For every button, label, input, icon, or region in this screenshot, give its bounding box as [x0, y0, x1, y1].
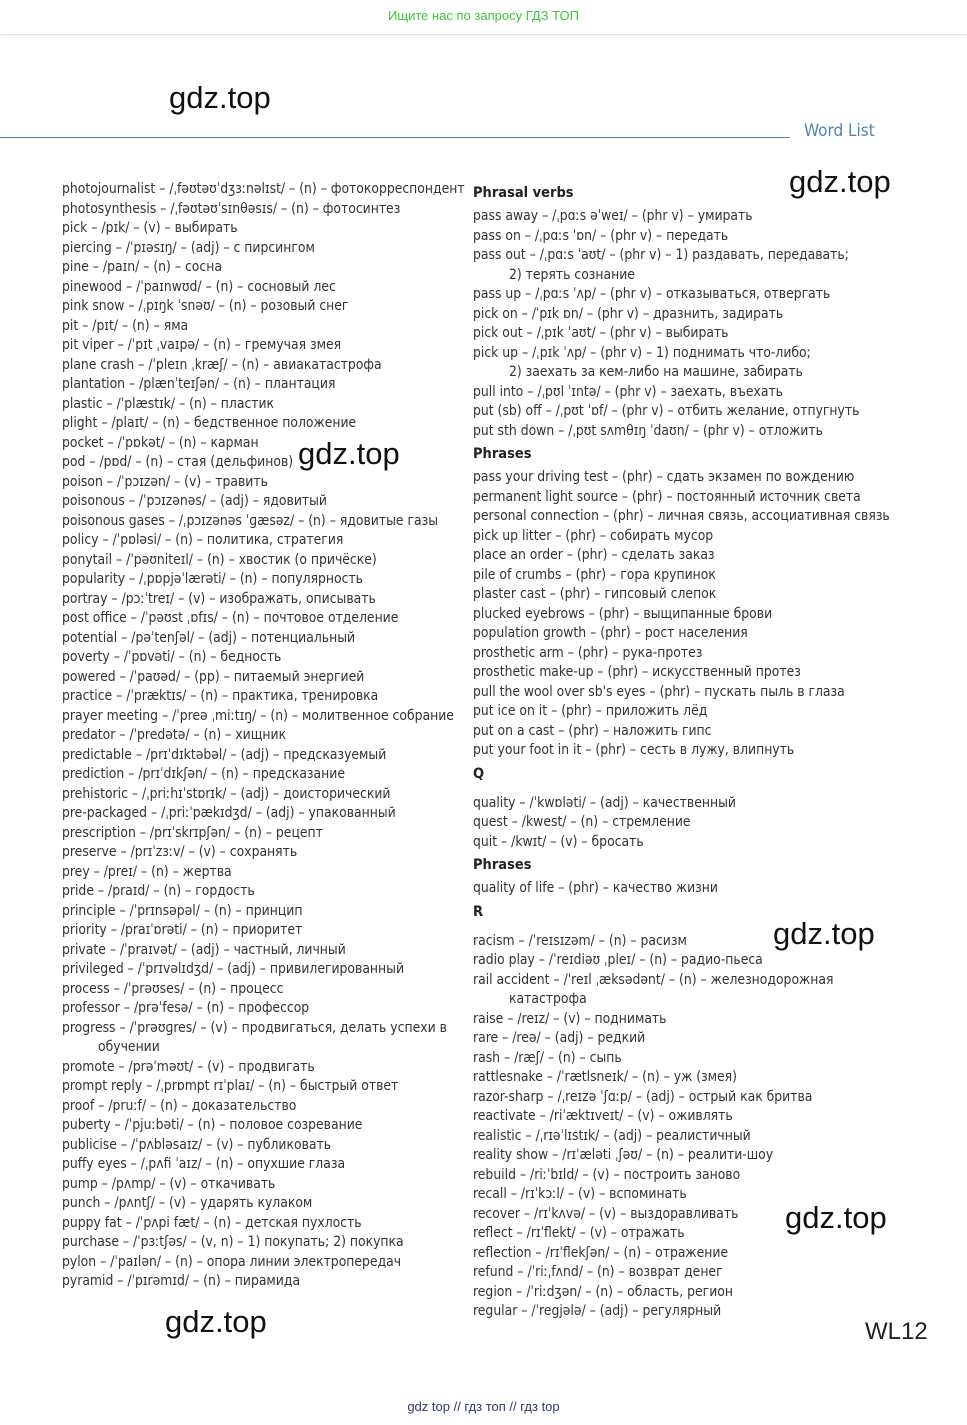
entry: pink snow – /ˌpɪŋk ˈsnəʊ/ – (n) – розовый снег	[62, 298, 349, 314]
left-column	[62, 180, 465, 1292]
entry: put sth down – /ˌpʊt sʌmθɪŋ ˈdaʊn/ – (phr v) – отложить	[473, 422, 823, 439]
entry: put your foot in it – (phr) – сесть в лужу, влипнуть	[473, 742, 795, 758]
entry: principle – /ˈprɪnsəpəl/ – (n) – принцип	[62, 902, 303, 919]
entry: popularity – /ˌpɒpjəˈlærəti/ – (n) – популярность	[62, 571, 363, 587]
entry: pull the wool over sb's eyes – (phr) – пускать пыль в глаза	[473, 683, 845, 700]
entry: prosthetic arm – (phr) – рука-протез	[473, 644, 703, 661]
entry: rattlesnake – /ˈrætlsneɪk/ – (n) – уж (змея)	[473, 1069, 737, 1085]
entry: rash – /ræʃ/ – (n) – сыпь	[473, 1049, 622, 1066]
entry-continuation: 2) заехать за кем-либо на машине, забирать	[509, 364, 803, 380]
entry: quality of life – (phr) – качество жизни	[473, 880, 718, 896]
entry: place an order – (phr) – сделать заказ	[473, 547, 715, 563]
entry: priority – /praɪˈɒrəti/ – (n) – приоритет	[62, 922, 303, 938]
entry-continuation: 2) терять сознание	[509, 266, 635, 283]
entry: recall – /rɪˈkɔːl/ – (v) – вспоминать	[473, 1186, 687, 1202]
entry: punch – /pʌntʃ/ – (v) – ударять кулаком	[62, 1195, 313, 1211]
entry: pine – /paɪn/ – (n) – сосна	[62, 259, 222, 275]
entry: purchase – /ˈpɜːtʃəs/ – (v, n) – 1) покупать; 2) покупка	[62, 1234, 404, 1250]
entry: poverty – /ˈpɒvəti/ – (n) – бедность	[62, 649, 282, 665]
entry: professor – /prəˈfesə/ – (n) – профессор	[62, 1000, 310, 1016]
entry: pile of crumbs – (phr) – гора крупинок	[473, 566, 716, 583]
entry: realistic – /ˌrɪəˈlɪstɪk/ – (adj) – реалистичный	[473, 1127, 751, 1144]
watermark-top-left: gdz.top	[169, 80, 271, 115]
header-rule	[0, 137, 790, 138]
entry: pod – /pɒd/ – (n) – стая (дельфинов)	[62, 454, 294, 470]
watermark-bottom-right: gdz.top	[785, 1200, 887, 1235]
watermark-bottom-left: gdz.top	[165, 1304, 267, 1339]
entry: plantation – /plænˈteɪʃən/ – (n) – плантация	[62, 376, 336, 392]
entry: rare – /reə/ – (adj) – редкий	[473, 1030, 646, 1046]
entry: prediction – /prɪˈdɪkʃən/ – (n) – предсказание	[62, 766, 345, 782]
entry: quit – /kwɪt/ – (v) – бросать	[473, 833, 644, 850]
entry: quest – /kwest/ – (n) – стремление	[473, 814, 691, 830]
entry: pick out – /ˌpɪk ˈaʊt/ – (phr v) – выбирать	[473, 325, 729, 341]
entry: poisonous gases – /ˌpɔɪzənəs ˈɡæsəz/ – (n) – ядовитые газы	[62, 512, 439, 529]
entry: policy – /ˈpɒləsi/ – (n) – политика, стратегия	[62, 532, 344, 548]
heading-letter-q: Q	[473, 765, 485, 782]
page-number: WL12	[865, 1318, 928, 1345]
entry: pass out – /ˌpɑːs ˈaʊt/ – (phr v) – 1) раздавать, передавать;	[473, 247, 849, 263]
entry: put (sb) off – /ˌpʊt ˈɒf/ – (phr v) – отбить желание, отпугнуть	[473, 403, 860, 419]
entry: post office – /ˈpəʊst ˌɒfɪs/ – (n) – почтовое отделение	[62, 610, 399, 626]
entry: pinewood – /ˈpaɪnwʊd/ – (n) – сосновый лес	[62, 278, 336, 295]
heading-phrases: Phrases	[473, 446, 532, 462]
entry: refund – /ˈriːˌfʌnd/ – (n) – возврат денег	[473, 1264, 723, 1280]
top-banner: Ищите нас по запросу ГДЗ ТОП	[0, 0, 967, 35]
section-title: Word List	[804, 121, 875, 141]
entry: radio play – /ˈreɪdiəʊ ˌpleɪ/ – (n) – радио-пьеса	[473, 952, 763, 968]
watermark-middle-right: gdz.top	[773, 916, 875, 951]
entry: pick up – /ˌpɪk ˈʌp/ – (phr v) – 1) поднимать что-либо;	[473, 344, 811, 361]
entry: reality show – /rɪˈæləti ˌʃəʊ/ – (n) – реалити-шоу	[473, 1147, 774, 1163]
right-column	[473, 180, 893, 1322]
entry: rebuild – /riːˈbɪld/ – (v) – построить заново	[473, 1166, 741, 1183]
entry: pull into – /ˌpʊl ˈɪntə/ – (phr v) – заехать, въехать	[473, 383, 783, 400]
entry: razor-sharp – /ˌreɪzə ˈʃɑːp/ – (adj) – острый как бритва	[473, 1088, 813, 1105]
heading-q-phrases: Phrases	[473, 857, 532, 873]
entry: rail accident – /ˈreɪl ˌæksədənt/ – (n) – железнодорожная	[473, 971, 834, 988]
entry: pit – /pɪt/ – (n) – яма	[62, 317, 189, 334]
entry: puberty – /ˈpjuːbəti/ – (n) – половое созревание	[62, 1117, 363, 1133]
entry: poison – /ˈpɔɪzən/ – (v) – травить	[62, 473, 268, 490]
entry: pit viper – /ˈpɪt ˌvaɪpə/ – (n) – гремучая змея	[62, 337, 342, 353]
entry: reflection – /rɪˈflekʃən/ – (n) – отражение	[473, 1244, 729, 1261]
entry: racism – /ˈreɪsɪzəm/ – (n) – расизм	[473, 932, 687, 949]
entry: pump – /pʌmp/ – (v) – откачивать	[62, 1175, 276, 1192]
entry: permanent light source – (phr) – постоянный источник света	[473, 488, 861, 505]
entry: pass your driving test – (phr) – сдать экзамен по вождению	[473, 469, 855, 485]
entry: practice – /ˈpræktɪs/ – (n) – практика, тренировка	[62, 688, 379, 704]
entry: pride – /praɪd/ – (n) – гордость	[62, 883, 255, 899]
entry: pass up – /ˌpɑːs ˈʌp/ – (phr v) – отказываться, отвергать	[473, 286, 831, 302]
entry: predictable – /prɪˈdɪktəbəl/ – (adj) – предсказуемый	[62, 746, 387, 763]
entry: plane crash – /ˈpleɪn ˌkræʃ/ – (n) – авиакатастрофа	[62, 356, 382, 373]
entry: privileged – /ˈprɪvəlɪdʒd/ – (adj) – привилегированный	[62, 961, 405, 977]
entry: publicise – /ˈpʌbləsaɪz/ – (v) – публиковать	[62, 1136, 332, 1153]
entry: region – /ˈriːdʒən/ – (n) – область, регион	[473, 1283, 733, 1300]
entry: prompt reply – /ˌprɒmpt rɪˈplaɪ/ – (n) – быстрый ответ	[62, 1078, 399, 1094]
entry: pocket – /ˈpɒkət/ – (n) – карман	[62, 434, 259, 451]
entry: piercing – /ˈpɪəsɪŋ/ – (adj) – с пирсингом	[62, 239, 315, 256]
entry: quality – /ˈkwɒləti/ – (adj) – качественный	[473, 794, 736, 811]
entry: pre-packaged – /ˌpriːˈpækɪdʒd/ – (adj) – упакованный	[62, 805, 396, 821]
entry: puppy fat – /ˈpʌpi fæt/ – (n) – детская пухлость	[62, 1214, 362, 1231]
footer-links[interactable]: gdz top // гдз топ // гдз top	[407, 1399, 560, 1414]
entry: reflect – /rɪˈflekt/ – (v) – отражать	[473, 1225, 685, 1241]
heading-letter-r: R	[473, 903, 484, 920]
entry: recover – /rɪˈkʌvə/ – (v) – выздоравливать	[473, 1205, 739, 1222]
entry: plaster cast – (phr) – гипсовый слепок	[473, 586, 717, 602]
entry-continuation: обучении	[98, 1039, 160, 1055]
entry: prehistoric – /ˌpriːhɪˈstɒrɪk/ – (adj) – доисторический	[62, 785, 391, 802]
entry: pass on – /ˌpɑːs ˈɒn/ – (phr v) – передать	[473, 227, 729, 244]
entry: poisonous – /ˈpɔɪzənəs/ – (adj) – ядовитый	[62, 493, 327, 509]
entry: prescription – /prɪˈskrɪpʃən/ – (n) – рецепт	[62, 824, 323, 841]
entry: plight – /plaɪt/ – (n) – бедственное положение	[62, 415, 357, 431]
entry: portray – /pɔːˈtreɪ/ – (v) – изображать, описывать	[62, 590, 376, 607]
entry: powered – /ˈpaʊəd/ – (pp) – питаемый энергией	[62, 668, 365, 685]
entry: plastic – /ˈplæstɪk/ – (n) – пластик	[62, 395, 275, 412]
entry: ponytail – /ˈpəʊniteɪl/ – (n) – хвостик (о причёске)	[62, 551, 377, 568]
entry: plucked eyebrows – (phr) – выщипанные брови	[473, 605, 773, 622]
entry-continuation: катастрофа	[509, 991, 587, 1007]
entry: preserve – /prɪˈzɜːv/ – (v) – сохранять	[62, 844, 298, 860]
entry: progress – /ˈprəʊɡres/ – (v) – продвигаться, делать успехи в	[62, 1019, 447, 1036]
entry: predator – /ˈpredətə/ – (n) – хищник	[62, 727, 287, 743]
watermark-middle-left: gdz.top	[298, 436, 400, 471]
entry: prey – /preɪ/ – (n) – жертва	[62, 863, 232, 880]
entry: private – /ˈpraɪvət/ – (adj) – частный, личный	[62, 941, 346, 958]
heading-phrasal-verbs: Phrasal verbs	[473, 185, 574, 201]
entry: raise – /reɪz/ – (v) – поднимать	[473, 1010, 667, 1027]
entry: pick – /pɪk/ – (v) – выбирать	[62, 220, 238, 236]
entry: puffy eyes – /ˌpʌfi ˈaɪz/ – (n) – опухшие глаза	[62, 1156, 346, 1172]
entry: regular – /ˈregjələ/ – (adj) – регулярный	[473, 1303, 722, 1319]
entry: personal connection – (phr) – личная связь, ассоциативная связь	[473, 508, 890, 524]
entry: put ice on it – (phr) – приложить лёд	[473, 703, 708, 719]
watermark-top-right: gdz.top	[789, 164, 891, 199]
entry: reactivate – /riˈæktɪveɪt/ – (v) – оживлять	[473, 1108, 733, 1124]
entry: prayer meeting – /ˈpreə ˌmiːtɪŋ/ – (n) – молитвенное собрание	[62, 707, 454, 724]
entry: population growth – (phr) – рост населения	[473, 625, 748, 641]
entry: put on a cast – (phr) – наложить гипс	[473, 722, 712, 739]
entry: pyramid – /ˈpɪrəmɪd/ – (n) – пирамида	[62, 1273, 301, 1289]
entry: prosthetic make-up – (phr) – искусственный протез	[473, 664, 801, 680]
entry: pass away – /ˌpɑːs əˈweɪ/ – (phr v) – умирать	[473, 208, 753, 224]
entry: proof – /pruːf/ – (n) – доказательство	[62, 1097, 297, 1114]
entry: promote – /prəˈməʊt/ – (v) – продвигать	[62, 1058, 315, 1075]
entry: process – /ˈprəʊses/ – (n) – процесс	[62, 980, 284, 997]
entry: photojournalist – /ˌfəʊtəʊˈdʒɜːnəlɪst/ – (n) – фотокорреспондент	[62, 181, 465, 197]
entry: photosynthesis – /ˌfəʊtəʊˈsɪnθəsɪs/ – (n) – фотосинтез	[62, 200, 401, 217]
entry: pylon – /ˈpaɪlən/ – (n) – опора линии электропередач	[62, 1253, 402, 1270]
entry: potential – /pəˈtenʃəl/ – (adj) – потенциальный	[62, 629, 356, 646]
entry: pick up litter – (phr) – собирать мусор	[473, 527, 714, 544]
entry: pick on – /ˈpɪk ɒn/ – (phr v) – дразнить, задирать	[473, 305, 784, 322]
